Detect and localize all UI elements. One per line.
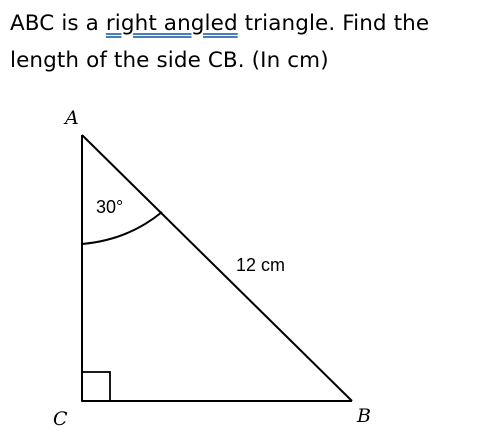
question-line2: length of the side CB. (In cm) [10, 48, 329, 73]
angle-label: 30° [96, 197, 124, 217]
vertex-label-a: A [65, 107, 79, 129]
question-underlined-term: right angled [105, 11, 238, 36]
side-ab-hypotenuse [82, 135, 352, 401]
vertex-label-c: C [53, 408, 68, 430]
vertex-label-b: B [357, 405, 371, 427]
question-line1-end: triangle. Find the [237, 11, 430, 36]
question-line1-start: ABC is a [10, 11, 106, 36]
hypotenuse-length-label: 12 cm [236, 255, 286, 275]
right-angle-marker [82, 372, 110, 401]
